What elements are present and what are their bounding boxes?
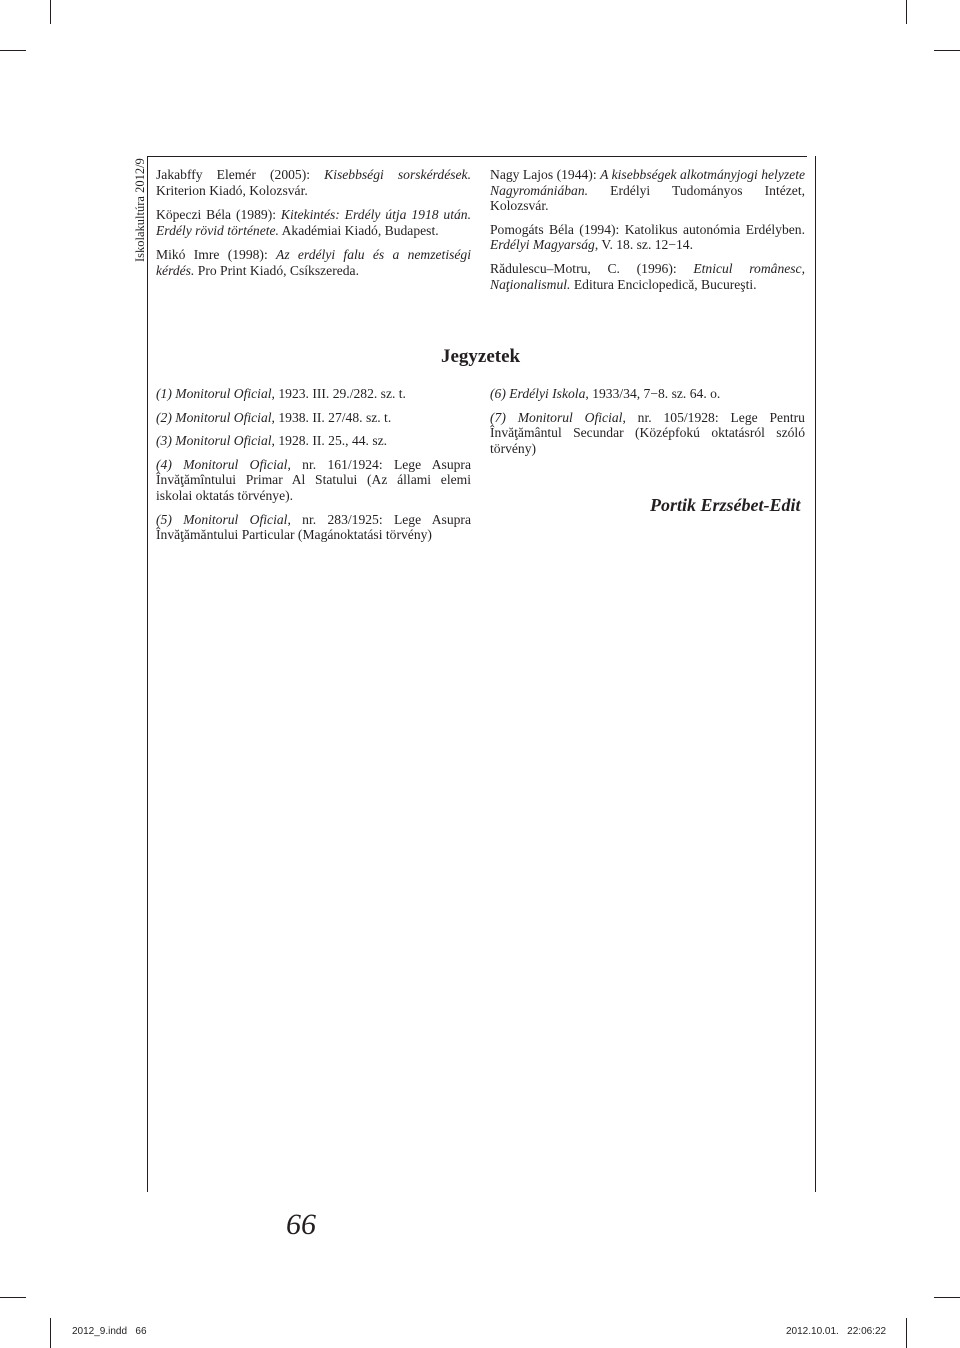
note-entry: [156, 512, 471, 543]
reference-entry-part: Rădulescu–Motru, C. (1996):: [490, 260, 694, 276]
note-entry-part: , nr. 283/1925: Lege Asupra Învăţămăntului Particular (Magánoktatási törvény): [156, 511, 471, 543]
note-entry-part: (1) Monitorul Oficial: [156, 386, 272, 401]
column-rule-left: [147, 156, 148, 1192]
reference-entry-part: Kriterion Kiadó, Kolozsvár.: [156, 182, 308, 198]
reference-entry: [490, 167, 805, 214]
column-rule-right: [815, 156, 816, 1192]
crop-mark: [0, 50, 26, 51]
reference-entry: [156, 167, 471, 198]
crop-mark: [906, 1318, 907, 1348]
reference-entry: [490, 261, 805, 292]
reference-entry-part: Kisebbségi sorskérdések.: [324, 167, 471, 182]
note-entry-part: , 1938. II. 27/48. sz. t.: [271, 409, 392, 425]
crop-mark: [0, 1297, 26, 1298]
note-entry-part: , 1933/34, 7−8. sz. 64. o.: [585, 386, 721, 401]
reference-entry: [156, 207, 471, 238]
bibliography-right: [490, 167, 805, 300]
note-entry: [156, 457, 471, 504]
note-entry: [156, 410, 471, 426]
note-entry-part: (5) Monitorul Oficial: [156, 511, 288, 527]
note-entry: [490, 386, 805, 402]
reference-entry-part: Akadémiai Kiadó, Budapest.: [278, 222, 439, 238]
page-number: 66: [286, 1208, 316, 1241]
crop-mark: [934, 1297, 960, 1298]
reference-entry: [490, 222, 805, 253]
note-entry-part: , 1928. II. 25., 44. sz.: [271, 433, 388, 449]
note-entry: [156, 433, 471, 449]
reference-entry-part: A kisebbségek alkotmányjogi helyzete Nagyromániában.: [490, 167, 806, 198]
note-entry-part: (6) Erdélyi Iskola: [490, 386, 586, 401]
reference-entry-part: Az erdélyi falu és a nemzetiségi kérdés.: [156, 247, 471, 278]
note-entry-part: (2) Monitorul Oficial: [156, 409, 272, 425]
crop-mark: [50, 1318, 51, 1348]
reference-entry-part: Nagy Lajos (1944):: [490, 167, 601, 182]
reference-entry-part: Pro Print Kiadó, Csíkszereda.: [194, 262, 359, 278]
author-signature: Portik Erzsébet-Edit: [650, 495, 801, 515]
journal-sidebar: Iskolakultúra 2012/9: [133, 158, 147, 262]
footer-file: 2012_9.indd 66: [72, 1326, 147, 1337]
reference-entry-part: Kitekintés: Erdély útja 1918 után. Erdély rövid története.: [156, 207, 471, 238]
reference-entry-part: Erdélyi Magyarság: [490, 237, 595, 253]
bibliography-left: [156, 167, 471, 288]
top-rule: [147, 156, 807, 157]
note-entry-part: , 1923. III. 29./282. sz. t.: [271, 386, 406, 401]
reference-entry-part: Jakabffy Elemér (2005):: [156, 167, 325, 182]
notes-heading: Jegyzetek: [441, 346, 521, 367]
note-entry-part: (3) Monitorul Oficial: [156, 433, 272, 449]
reference-entry-part: Pomogáts Béla (1994): Katolikus autonómia Erdélyben.: [490, 221, 805, 237]
reference-entry: [156, 247, 471, 278]
note-entry: [156, 386, 471, 402]
note-entry-part: (4) Monitorul Oficial: [156, 456, 288, 472]
crop-mark: [906, 0, 907, 24]
reference-entry-part: Mikó Imre (1998):: [156, 247, 277, 263]
note-entry-part: (7) Monitorul Oficial: [490, 409, 623, 425]
note-entry-part: , nr. 161/1924: Lege Asupra Învăţămîntului Primar Al Statului (Az állami elemi iskolai oktatás törvénye).: [156, 456, 471, 503]
reference-entry-part: , V. 18. sz. 12−14.: [594, 237, 694, 253]
reference-entry-part: Editura Enciclopedică, Bucureşti.: [570, 276, 757, 292]
crop-mark: [934, 50, 960, 51]
note-entry-part: , nr. 105/1928: Lege Pentru Învăţământul Secundar (Középfokú oktatásról szóló törvény): [490, 409, 805, 456]
notes-right: [490, 386, 805, 464]
reference-entry-part: Etnicul românesc, Naţionalismul.: [490, 260, 805, 292]
reference-entry-part: Köpeczi Béla (1989):: [156, 207, 281, 223]
reference-entry-part: Erdélyi Tudományos Intézet, Kolozsvár.: [490, 182, 805, 214]
crop-mark: [50, 0, 51, 24]
note-entry: [490, 410, 805, 457]
footer-timestamp: 2012.10.01. 22:06:22: [786, 1326, 887, 1337]
notes-left: [156, 386, 471, 551]
